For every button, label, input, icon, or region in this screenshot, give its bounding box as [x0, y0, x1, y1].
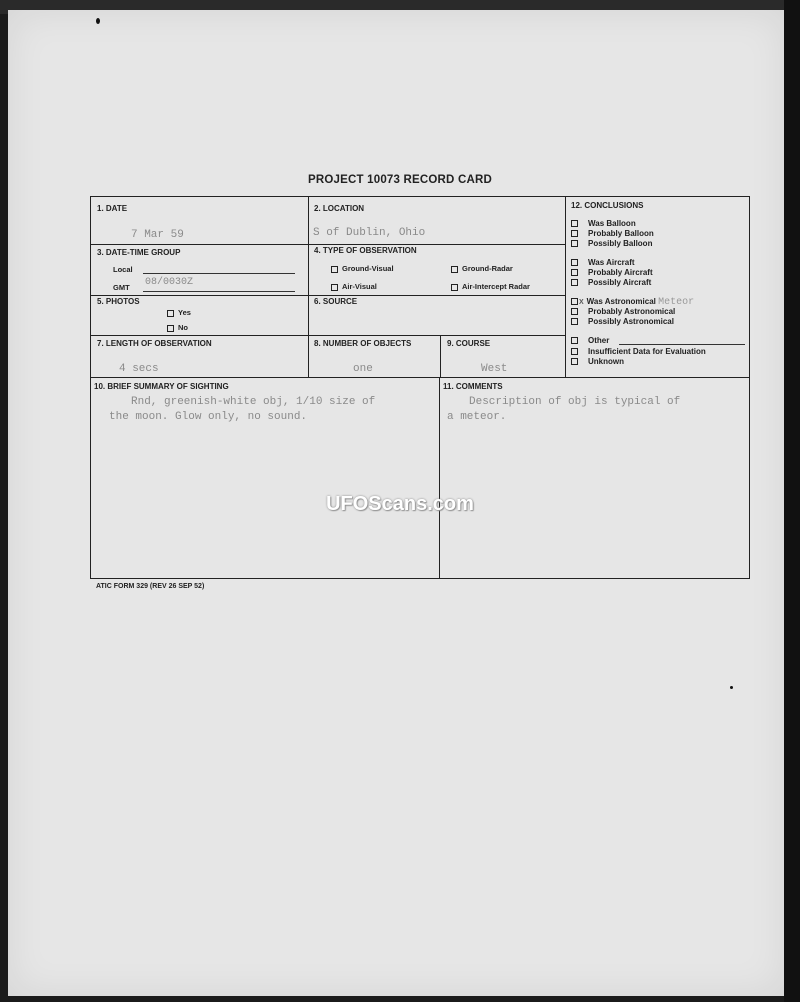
checkbox-icon: [167, 310, 174, 317]
conclusion-probably-balloon: Probably Balloon: [571, 229, 654, 238]
photos-label: 5. PHOTOS: [97, 297, 140, 306]
conclusion-was-balloon: Was Balloon: [571, 219, 636, 228]
astronomical-note: Meteor: [658, 297, 695, 308]
conclusion-probably-aircraft: Probably Aircraft: [571, 268, 653, 277]
watermark: UFOScans.com: [326, 493, 474, 515]
summary-line-2: the moon. Glow only, no sound.: [109, 411, 308, 423]
location-value: S of Dublin, Ohio: [313, 227, 426, 239]
gmt-line: [143, 291, 295, 292]
summary-label: 10. BRIEF SUMMARY OF SIGHTING: [94, 382, 229, 391]
type-option-ground-visual: Ground-Visual: [331, 264, 394, 273]
date-value: 7 Mar 59: [131, 229, 184, 241]
type-option-air-visual: Air-Visual: [331, 282, 377, 291]
number-label: 8. NUMBER OF OBJECTS: [314, 339, 412, 348]
checkbox-icon: [571, 337, 578, 344]
checkbox-icon: [571, 358, 578, 365]
conclusion-was-aircraft: Was Aircraft: [571, 258, 635, 267]
conclusion-possibly-astronomical: Possibly Astronomical: [571, 317, 674, 326]
checkbox-icon: [571, 348, 578, 355]
dust-speck: [96, 18, 100, 24]
type-option-ground-radar: Ground-Radar: [451, 264, 513, 273]
checkbox-icon: [451, 266, 458, 273]
photos-yes: Yes: [167, 308, 191, 317]
conclusion-was-astronomical: X Was Astronomical Meteor: [571, 297, 694, 308]
gmt-label: GMT: [113, 283, 130, 292]
form-identifier: ATIC FORM 329 (REV 26 SEP 52): [96, 583, 205, 590]
checkbox-icon: [571, 220, 578, 227]
source-label: 6. SOURCE: [314, 297, 358, 306]
conclusion-insufficient-data: Insufficient Data for Evaluation: [571, 347, 706, 356]
checkbox-icon: [571, 240, 578, 247]
dust-speck: [730, 686, 733, 689]
checkbox-icon: [571, 308, 578, 315]
type-label: 4. TYPE OF OBSERVATION: [314, 246, 417, 255]
conclusions-label: 12. CONCLUSIONS: [571, 201, 644, 210]
local-label: Local: [113, 265, 133, 274]
course-label: 9. COURSE: [447, 339, 491, 348]
checkbox-icon: [571, 259, 578, 266]
dtg-label: 3. DATE-TIME GROUP: [97, 248, 181, 257]
checkbox-icon: [571, 230, 578, 237]
location-label: 2. LOCATION: [314, 204, 365, 213]
card-title: PROJECT 10073 RECORD CARD: [308, 174, 492, 186]
length-value: 4 secs: [119, 363, 159, 375]
gmt-value: 08/0030Z: [145, 277, 194, 288]
checkbox-icon: [167, 325, 174, 332]
checkbox-icon: [331, 284, 338, 291]
conclusion-possibly-balloon: Possibly Balloon: [571, 239, 652, 248]
course-value: West: [481, 363, 508, 375]
photos-no: No: [167, 323, 188, 332]
conclusion-other: Other: [571, 336, 609, 345]
comments-line-1: Description of obj is typical of: [469, 396, 681, 408]
checkbox-checked-icon: [571, 298, 578, 305]
conclusion-possibly-aircraft: Possibly Aircraft: [571, 278, 651, 287]
length-label: 7. LENGTH OF OBSERVATION: [97, 339, 212, 348]
conclusion-unknown: Unknown: [571, 357, 624, 366]
checkbox-icon: [571, 318, 578, 325]
type-option-air-intercept-radar: Air-Intercept Radar: [451, 282, 530, 291]
checkbox-icon: [571, 269, 578, 276]
record-card: [90, 196, 750, 579]
comments-label: 11. COMMENTS: [443, 382, 503, 391]
conclusion-probably-astronomical: Probably Astronomical: [571, 307, 675, 316]
checkbox-icon: [571, 279, 578, 286]
summary-line-1: Rnd, greenish-white obj, 1/10 size of: [131, 396, 376, 408]
comments-line-2: a meteor.: [447, 411, 507, 423]
local-line: [143, 273, 295, 274]
number-value: one: [353, 363, 373, 375]
checkbox-icon: [451, 284, 458, 291]
checkbox-icon: [331, 266, 338, 273]
other-line: [619, 344, 745, 345]
date-label: 1. DATE: [97, 204, 128, 213]
